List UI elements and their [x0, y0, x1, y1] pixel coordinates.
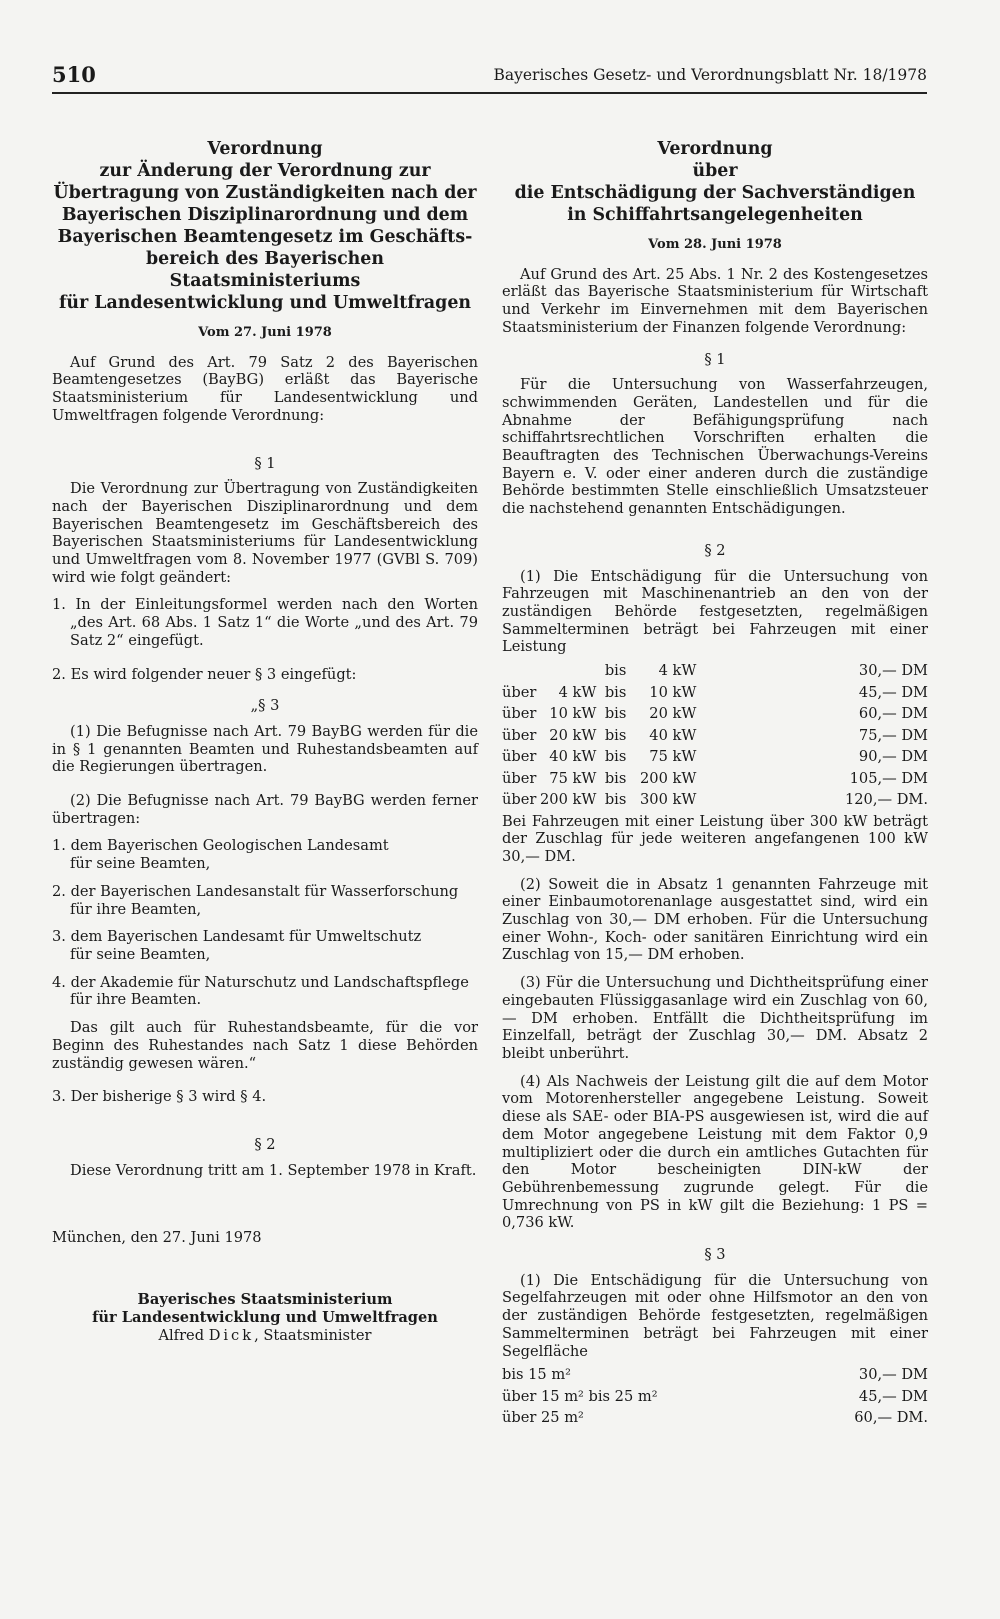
table-row [502, 789, 928, 811]
power-row-bis: bis [604, 748, 627, 766]
list-item: 3. dem Bayerischen Landesamt für Umweltschutz [52, 928, 422, 946]
title-line: Verordnung [657, 139, 773, 159]
signature-last-name: Dick [208, 1327, 255, 1345]
signature-authority-2: für Landesentwicklung und Umweltfragen [92, 1309, 438, 1327]
power-row-fee: 30,— DM [858, 662, 928, 680]
list-item-sub: für seine Beamten, [70, 945, 211, 963]
power-row-bis: bis [604, 726, 627, 744]
signature-first-name: Alfred [158, 1327, 205, 1345]
authority-list [52, 837, 478, 1009]
title-line: in Schiffahrtsangelegenheiten [567, 205, 863, 225]
table-row [502, 1407, 928, 1429]
sail-row-fee: 60,— DM. [854, 1409, 928, 1427]
left-column [52, 138, 478, 1345]
page-number: 510 [52, 62, 96, 87]
right-sec2-abs1: (1) Die Entschädigung für die Untersuchung von Fahrzeugen mit Maschinenantrieb an den von der zuständigen Behörde festgesetzten, regelmäßigen Sammelterminen beträgt bei Fahrzeugen mit einer Leistung [502, 567, 928, 656]
power-row-to: 10 kW [649, 683, 697, 701]
left-sec2-text: Diese Verordnung tritt am 1. September 1978 in Kraft. [70, 1161, 477, 1179]
power-row-bis: bis [604, 683, 627, 701]
place-date: München, den 27. Juni 1978 [52, 1229, 262, 1247]
page-header [52, 62, 927, 94]
new-sec3-closing: Das gilt auch für Ruhestandsbeamte, für die vor Beginn des Ruhestandes nach Satz 1 diese Behörden zuständig gewesen wären.“ [52, 1019, 478, 1072]
right-sec3-abs1: (1) Die Entschädigung für die Untersuchung von Segelfahrzeugen mit oder ohne Hilfsmotor an den von der zuständigen Behörde festgesetzten, regelmäßigen Sammelterminen beträgt bei Fahrzeugen mit einer Segelfläche [502, 1271, 928, 1360]
list-item: 4. der Akademie für Naturschutz und Landschaftspflege [52, 973, 469, 991]
right-sec2-abs2: (2) Soweit die in Absatz 1 genannten Fahrzeuge mit einer Einbaumotorenanlage ausgestattet sind, wird ein Zuschlag von 30,— DM erhoben. Für die Untersuchung einer Wohn-, Koch- oder sanitären Einrichtung wird ein Zuschlag von 15,— DM erhoben. [502, 875, 928, 964]
right-sec3-heading: § 3 [704, 1246, 726, 1264]
new-sec3-heading: „§ 3 [250, 697, 280, 715]
table-row [502, 746, 928, 768]
right-title [502, 138, 928, 226]
signature-role: , Staatsminister [254, 1327, 372, 1345]
right-sec2-heading: § 2 [704, 541, 726, 559]
left-change-1: 1. In der Einleitungsformel werden nach den Worten „des Art. 68 Abs. 1 Satz 1“ die Worte „und des Art. 79 Satz 2“ eingefügt. [52, 596, 478, 649]
table-row [502, 725, 928, 747]
power-row-from: 4 kW [558, 683, 597, 701]
power-fee-table [502, 660, 928, 811]
sail-row-range: bis 15 m² [502, 1366, 572, 1384]
list-item: 2. der Bayerischen Landesanstalt für Wasserforschung [52, 882, 459, 900]
title-line: zur Änderung der Verordnung zur [99, 161, 431, 181]
power-row-to: 20 kW [649, 705, 697, 723]
table-row [502, 682, 928, 704]
power-row-fee: 75,— DM [858, 726, 928, 744]
sail-row-fee: 30,— DM [858, 1366, 928, 1384]
power-row-to: 40 kW [649, 726, 697, 744]
power-row-from: 20 kW [549, 726, 597, 744]
right-sec2-abs4: (4) Als Nachweis der Leistung gilt die auf dem Motor vom Motorenhersteller angegebene Leistung. Soweit diese als SAE- oder BIA-PS ausgewiesen ist, wird die auf dem Motor angegebene Leistung mit dem Faktor 0,9 multipliziert oder die durch ein amtliches Gutachten für den Motor bescheinigten DIN-kW der Gebührenbemessung zugrunde gelegt. Für die Umrechnung von PS in kW gilt die Beziehung: 1 PS = 0,736 kW. [502, 1072, 928, 1232]
right-sec2-surcharge: Bei Fahrzeugen mit einer Leistung über 300 kW beträgt der Zuschlag für jede weiteren angefangenen 100 kW 30,— DM. [502, 812, 928, 865]
power-row-from: 40 kW [549, 748, 597, 766]
sail-row-range: über 15 m² bis 25 m² [502, 1387, 658, 1405]
power-row-prefix: über [502, 705, 537, 723]
power-row-from: 200 kW [540, 791, 597, 809]
left-sec1-text: Die Verordnung zur Übertragung von Zuständigkeiten nach der Bayerischen Disziplinarordnung und dem Bayerischen Beamtengesetz im Geschäftsbereich des Bayerischen Staatsministeriums für Landesentwicklung und Umweltfragen vom 8. November 1977 (GVBl S. 709) wird wie folgt geändert: [52, 480, 478, 586]
power-row-bis: bis [604, 769, 627, 787]
right-preamble: Auf Grund des Art. 25 Abs. 1 Nr. 2 des Kostengesetzes erläßt das Bayerische Staatsministerium für Wirtschaft und Verkehr im Einvernehmen mit dem Bayerischen Staatsministerium der Finanzen folgende Verordnung: [502, 265, 928, 336]
power-row-prefix [502, 660, 540, 682]
power-row-bis: bis [604, 705, 627, 723]
title-line: bereich des Bayerischen Staatsministeriums [145, 249, 385, 291]
power-row-prefix: über [502, 769, 537, 787]
new-sec3-abs1: (1) Die Befugnisse nach Art. 79 BayBG werden für die in § 1 genannten Beamten und Ruhestandsbeamten auf die Regierungen übertragen. [52, 722, 478, 776]
sail-row-fee: 45,— DM [858, 1387, 928, 1405]
left-date: Vom 27. Juni 1978 [198, 325, 332, 340]
signature-authority-1: Bayerisches Staatsministerium [137, 1291, 393, 1309]
title-line: für Landesentwicklung und Umweltfragen [58, 293, 472, 313]
table-row [502, 703, 928, 725]
power-row-fee: 120,— DM. [844, 791, 928, 809]
right-sec1-heading: § 1 [704, 350, 726, 368]
signature-name [52, 1327, 478, 1345]
table-row [502, 1364, 928, 1386]
list-item: 1. dem Bayerischen Geologischen Landesamt [52, 837, 389, 855]
power-row-prefix: über [502, 748, 537, 766]
power-row-fee: 90,— DM [858, 748, 928, 766]
left-title [52, 138, 478, 314]
power-row-bis: bis [604, 791, 627, 809]
sail-fee-table [502, 1364, 928, 1429]
title-line: Übertragung von Zuständigkeiten nach der [53, 183, 477, 203]
power-row-from: 75 kW [549, 769, 597, 787]
power-row-fee: 45,— DM [858, 683, 928, 701]
power-row-prefix: über [502, 791, 537, 809]
right-column [502, 138, 928, 1431]
list-item-sub: für ihre Beamten, [70, 900, 202, 918]
list-item-sub: für ihre Beamten. [70, 991, 202, 1009]
running-title: Bayerisches Gesetz- und Verordnungsblatt Nr. 18/1978 [493, 66, 927, 84]
title-line: die Entschädigung der Sachverständigen [514, 183, 916, 203]
new-sec3-abs2: (2) Die Befugnisse nach Art. 79 BayBG werden ferner übertragen: [52, 792, 478, 827]
left-sec2-heading: § 2 [254, 1135, 276, 1153]
power-row-prefix: über [502, 726, 537, 744]
power-row-prefix: über [502, 683, 537, 701]
title-line: Bayerischen Beamtengesetz im Geschäfts- [57, 227, 473, 247]
power-row-from: 10 kW [549, 705, 597, 723]
power-row-fee: 105,— DM [849, 769, 928, 787]
power-row-to: 200 kW [640, 769, 697, 787]
power-row-bis: bis [604, 662, 627, 680]
title-line: Bayerischen Disziplinarordnung und dem [61, 205, 469, 225]
power-row-to: 300 kW [640, 791, 697, 809]
title-line: über [692, 161, 738, 181]
table-row [502, 660, 928, 682]
left-change-2: 2. Es wird folgender neuer § 3 eingefügt: [52, 665, 357, 683]
right-date: Vom 28. Juni 1978 [648, 237, 782, 252]
power-row-fee: 60,— DM [858, 705, 928, 723]
power-row-to: 75 kW [649, 748, 697, 766]
left-change-3: 3. Der bisherige § 3 wird § 4. [52, 1088, 267, 1106]
title-line: Verordnung [207, 139, 323, 159]
right-sec2-abs3: (3) Für die Untersuchung und Dichtheitsprüfung einer eingebauten Flüssiggasanlage wird ein Zuschlag von 60,— DM erhoben. Entfällt die Dichtheitsprüfung im Einzelfall, beträgt der Zuschlag 30,— DM. Absatz 2 bleibt unberührt. [502, 974, 928, 1062]
right-sec1-text: Für die Untersuchung von Wasserfahrzeugen, schwimmenden Geräten, Landestellen und für die Abnahme der Befähigungsprüfung nach schiffahrtsrechtlichen Vorschriften erhalten die Beauftragten des Technischen Überwachungs-Vereins Bayern e. V. oder einer anderen durch die zuständige Behörde bestimmten Stelle einschließlich Umsatzsteuer die nachstehend genannten Entschädigungen. [502, 376, 928, 518]
table-row [502, 1386, 928, 1408]
sail-row-range: über 25 m² [502, 1409, 584, 1427]
list-item-sub: für seine Beamten, [70, 855, 211, 873]
left-preamble: Auf Grund des Art. 79 Satz 2 des Bayerischen Beamtengesetzes (BayBG) erläßt das Bayerische Staatsministerium für Landesentwicklung und Umweltfragen folgende Verordnung: [52, 353, 478, 424]
power-row-to: 4 kW [658, 662, 697, 680]
left-sec1-heading: § 1 [254, 454, 276, 472]
table-row [502, 768, 928, 790]
power-row-from [540, 660, 596, 682]
